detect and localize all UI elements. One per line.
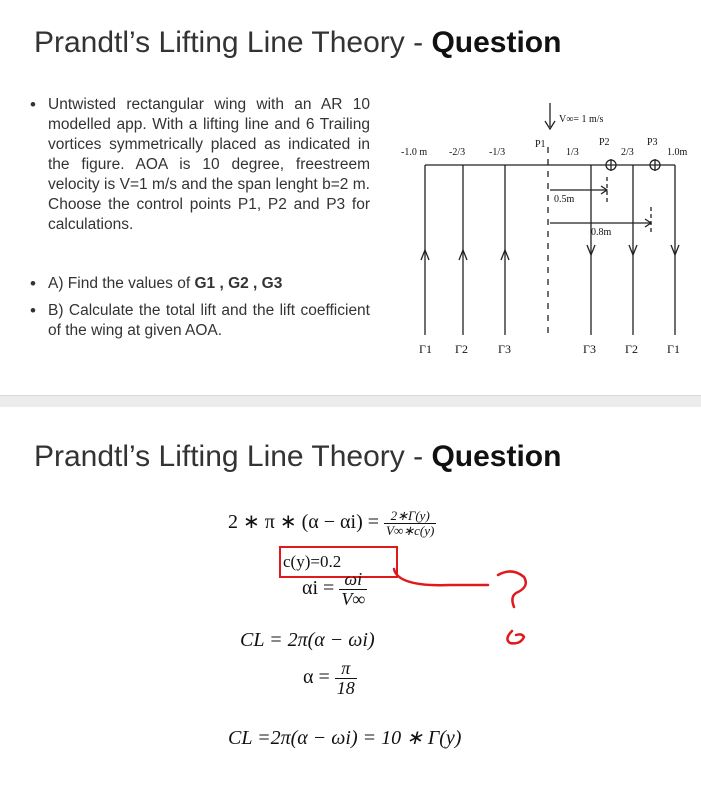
slide-2 [0, 407, 701, 790]
tick-label-left-2: -2/3 [449, 147, 466, 158]
tick-label-right-3: 1.0m [667, 147, 688, 158]
equation-1: 2 ∗ π ∗ (α − αi) = $\frac{2∗\Gamma(y)}{V\infty∗c(y)}$ [228, 508, 435, 538]
handwritten-question-annotation [390, 557, 560, 647]
bullet-part-a: • A) Find the values of G1 , G2 , G3 [30, 274, 370, 294]
dimension-label-08: 0.8m [591, 227, 612, 238]
gamma-label-right-1: Γ1 [667, 342, 680, 356]
point-label-p1: P1 [535, 139, 546, 150]
equation-2: αi = $\frac{\omega i}{V\infty}$ [302, 569, 366, 609]
tick-label-right-1: 1/3 [566, 147, 579, 158]
bullet-list [30, 274, 370, 294]
tick-label-left-1: -1.0 m [401, 147, 428, 158]
bullet-problem-statement: • Untwisted rectangular wing with an AR 10 modelled app. With a lifting line and 6 Trailing vortices symmetrically placed as indicated in the figure. AOA is 10 degree, freestreem velocity is V=1 m/s and the span lenght b=2 m. Choose the control points P1, P2 and P3 for calculations. [30, 95, 370, 235]
slide-title: Prandtl’s Lifting Line Theory - Question [34, 26, 562, 59]
point-label-p2: P2 [599, 137, 610, 148]
gamma-label-left-1: Γ1 [419, 342, 432, 356]
tick-label-left-3: -1/3 [489, 147, 506, 158]
gamma-label-right-3: Γ3 [583, 342, 596, 356]
bullet-part-b: • B) Calculate the total lift and the lift coefficient of the wing at given AOA. [30, 301, 370, 341]
point-label-p3: P3 [647, 137, 658, 148]
tick-label-right-2: 2/3 [621, 147, 634, 158]
gamma-label-left-3: Γ3 [498, 342, 511, 356]
gamma-label-right-2: Γ2 [625, 342, 638, 356]
horseshoe-vortex-figure [385, 95, 701, 380]
bullet-list [30, 301, 370, 341]
dimension-label-05: 0.5m [554, 194, 575, 205]
slide-title: Prandtl’s Lifting Line Theory - Question [34, 440, 562, 473]
equation-alpha: α = $\frac{\pi}{18}$ [303, 658, 355, 698]
equation-lift-coefficient: CL = 2π(α − ωi) [240, 629, 375, 651]
freestream-label: V∞= 1 m/s [559, 114, 604, 125]
gamma-label-left-2: Γ2 [455, 342, 468, 356]
equation-final: CL =2π(α − ωi) = 10 ∗ Γ(y) [228, 727, 462, 749]
bullet-list [30, 95, 370, 235]
boxed-chord-value: c(y)=0.2 [283, 552, 342, 571]
